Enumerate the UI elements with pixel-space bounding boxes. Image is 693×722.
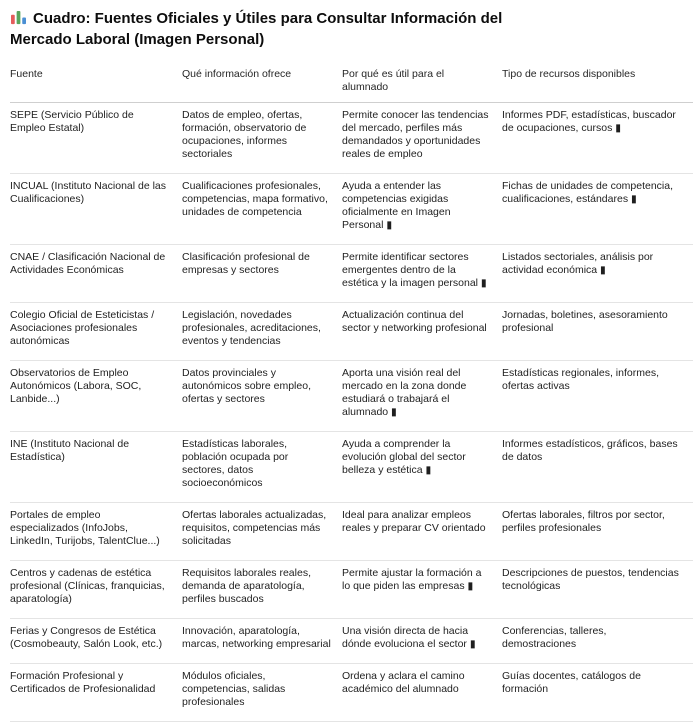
table-cell: INE (Instituto Nacional de Estadística) (10, 432, 182, 503)
table-row (10, 561, 693, 619)
table-cell: Ideal para analizar empleos reales y preparar CV orientado (342, 503, 502, 561)
page-title-text: Cuadro: Fuentes Oficiales y Útiles para Consultar Información del Mercado Laboral (Imagen Personal) (10, 10, 503, 48)
table-cell: Ferias y Congresos de Estética (Cosmobeauty, Salón Look, etc.) (10, 619, 182, 664)
table-cell: Datos provinciales y autonómicos sobre empleo, ofertas y sectores (182, 361, 342, 432)
table-header (10, 63, 693, 103)
table-cell: Guías docentes, catálogos de formación (502, 664, 693, 722)
table-cell: CNAE / Clasificación Nacional de Actividades Económicas (10, 245, 182, 303)
info-table (10, 63, 693, 722)
table-body (10, 103, 693, 722)
table-cell: Informes estadísticos, gráficos, bases de datos (502, 432, 693, 503)
table-cell: Legislación, novedades profesionales, acreditaciones, eventos y tendencias (182, 303, 342, 361)
table-cell: Centros y cadenas de estética profesional (Clínicas, franquicias, aparatología) (10, 561, 182, 619)
table-cell: Ofertas laborales actualizadas, requisitos, competencias más solicitadas (182, 503, 342, 561)
table-cell: SEPE (Servicio Público de Empleo Estatal) (10, 103, 182, 174)
table-row (10, 245, 693, 303)
table-cell: Permite ajustar la formación a lo que piden las empresas ▮ (342, 561, 502, 619)
table-cell: Cualificaciones profesionales, competencias, mapa formativo, unidades de competencia (182, 174, 342, 245)
table-cell: Formación Profesional y Certificados de Profesionalidad (10, 664, 182, 722)
table-cell: INCUAL (Instituto Nacional de las Cualificaciones) (10, 174, 182, 245)
table-cell: Módulos oficiales, competencias, salidas profesionales (182, 664, 342, 722)
table-cell: Conferencias, talleres, demostraciones (502, 619, 693, 664)
table-cell: Ayuda a comprender la evolución global del sector belleza y estética ▮ (342, 432, 502, 503)
table-cell: Una visión directa de hacia dónde evoluciona el sector ▮ (342, 619, 502, 664)
table-cell: Observatorios de Empleo Autonómicos (Labora, SOC, Lanbide...) (10, 361, 182, 432)
table-cell: Jornadas, boletines, asesoramiento profesional (502, 303, 693, 361)
table-cell: Actualización continua del sector y networking profesional (342, 303, 502, 361)
column-header-fuente: Fuente (10, 63, 182, 103)
table-cell: Fichas de unidades de competencia, cualificaciones, estándares ▮ (502, 174, 693, 245)
table-row (10, 303, 693, 361)
bar-chart-icon (10, 10, 27, 25)
table-cell: Ayuda a entender las competencias exigidas oficialmente en Imagen Personal ▮ (342, 174, 502, 245)
table-cell: Permite identificar sectores emergentes dentro de la estética y la imagen personal ▮ (342, 245, 502, 303)
table-cell: Portales de empleo especializados (InfoJobs, LinkedIn, Turijobs, TalentClue...) (10, 503, 182, 561)
table-header-row (10, 63, 693, 103)
table-cell: Permite conocer las tendencias del mercado, perfiles más demandados y oportunidades reales de empleo (342, 103, 502, 174)
column-header-informacion: Qué información ofrece (182, 63, 342, 103)
table-cell: Requisitos laborales reales, demanda de aparatología, perfiles buscados (182, 561, 342, 619)
table-cell: Descripciones de puestos, tendencias tecnológicas (502, 561, 693, 619)
table-row (10, 664, 693, 722)
table-cell: Ordena y aclara el camino académico del alumnado (342, 664, 502, 722)
table-cell: Colegio Oficial de Esteticistas / Asociaciones profesionales autonómicas (10, 303, 182, 361)
table-row (10, 432, 693, 503)
table-cell: Datos de empleo, ofertas, formación, observatorio de ocupaciones, informes sectoriales (182, 103, 342, 174)
column-header-utilidad: Por qué es útil para el alumnado (342, 63, 502, 103)
table-row (10, 361, 693, 432)
table-row (10, 503, 693, 561)
table-cell: Innovación, aparatología, marcas, networking empresarial (182, 619, 342, 664)
column-header-recursos: Tipo de recursos disponibles (502, 63, 693, 103)
table-cell: Estadísticas regionales, informes, ofertas activas (502, 361, 693, 432)
table-row (10, 174, 693, 245)
table-cell: Informes PDF, estadísticas, buscador de ocupaciones, cursos ▮ (502, 103, 693, 174)
page-title (10, 8, 550, 50)
table-cell: Aporta una visión real del mercado en la zona donde estudiará o trabajará el alumnado ▮ (342, 361, 502, 432)
table-cell: Ofertas laborales, filtros por sector, perfiles profesionales (502, 503, 693, 561)
table-row (10, 619, 693, 664)
table-cell: Estadísticas laborales, población ocupada por sectores, datos socioeconómicos (182, 432, 342, 503)
table-row (10, 103, 693, 174)
table-cell: Clasificación profesional de empresas y sectores (182, 245, 342, 303)
table-cell: Listados sectoriales, análisis por actividad económica ▮ (502, 245, 693, 303)
